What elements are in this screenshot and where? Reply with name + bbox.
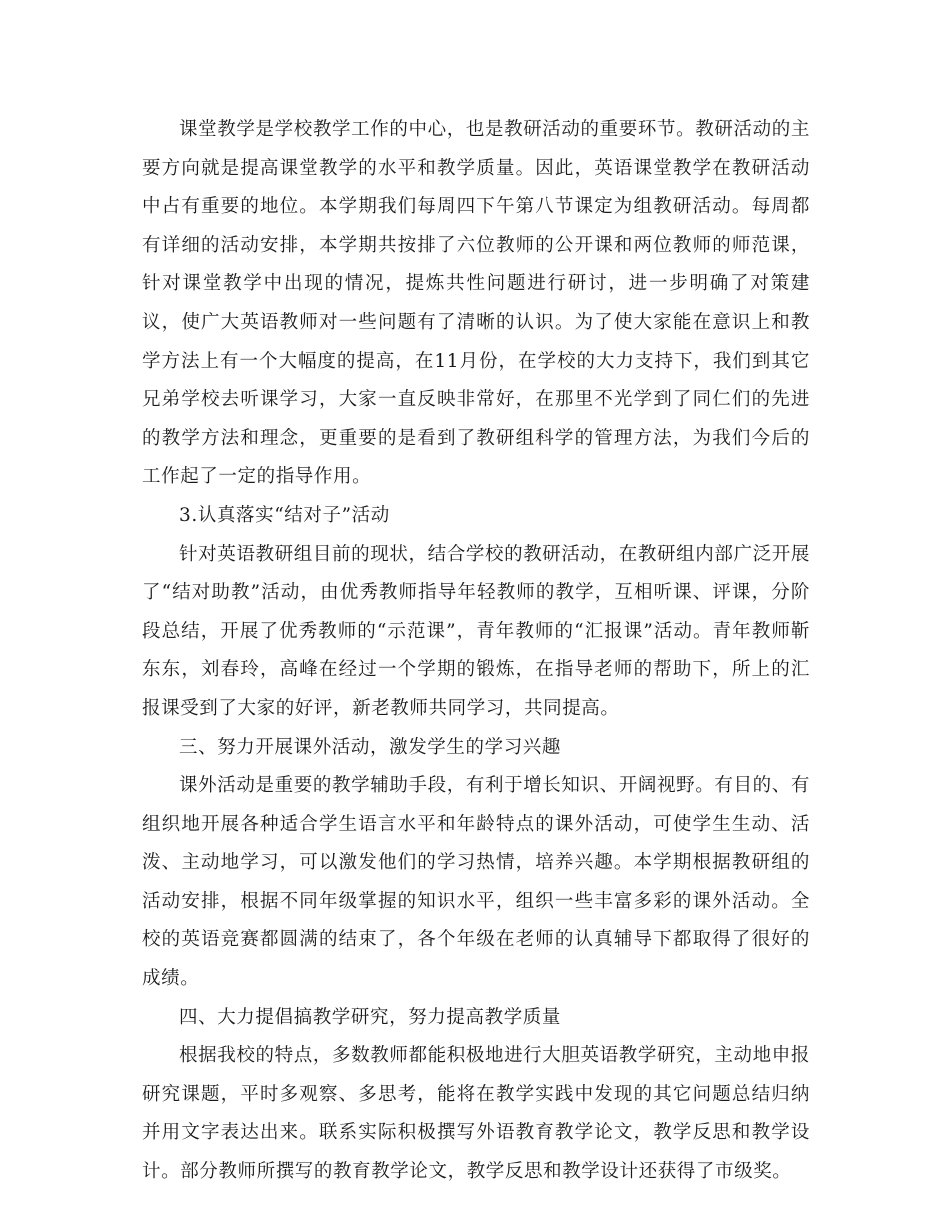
- paragraph-classroom-teaching: 课堂教学是学校教学工作的中心，也是教研活动的重要环节。教研活动的主要方向就是提高课堂教学的水平和教学质量。因此，英语课堂教学在教研活动中占有重要的地位。本学期我们每周四下午第八节课定为组教研活动。每周都有详细的活动安排，本学期共按排了六位教师的公开课和两位教师的师范课，针对课堂教学中出现的情况，提炼共性问题进行研讨，进一步明确了对策建议，使广大英语教师对一些问题有了清晰的认识。为了使大家能在意识上和教学方法上有一个大幅度的提高，在11月份，在学校的大力支持下，我们到其它兄弟学校去听课学习，大家一直反映非常好，在那里不光学到了同仁们的先进的教学方法和理念，更重要的是看到了教研组科学的管理方法，为我们今后的工作起了一定的指导作用。: [142, 119, 810, 488]
- paragraph-teaching-research: 根据我校的特点，多数教师都能积极地进行大胆英语教学研究，主动地申报研究课题，平时多观察、多思考，能将在教学实践中发现的其它问题总结归纳并用文字表达出来。联系实际积极撰写外语教育教学论文，教学反思和教学设计。部分教师所撰写的教育教学论文，教学反思和教学设计还获得了市级奖。: [142, 1045, 810, 1183]
- document-body: [142, 111, 810, 1192]
- heading-teaching-research: 四、大力提倡搞教学研究，努力提高教学质量: [179, 1006, 562, 1028]
- heading-pairing-activity: 3.认真落实“结对子”活动: [179, 504, 390, 526]
- paragraph-extracurricular: 课外活动是重要的教学辅助手段，有利于增长知识、开阔视野。有目的、有组织地开展各种适合学生语言水平和年龄特点的课外活动，可使学生生动、活泼、主动地学习，可以激发他们的学习热情，培养兴趣。本学期根据教研组的活动安排，根据不同年级掌握的知识水平，组织一些丰富多彩的课外活动。全校的英语竞赛都圆满的结束了，各个年级在老师的认真辅导下都取得了很好的成绩。: [142, 775, 810, 990]
- heading-extracurricular: 三、努力开展课外活动，激发学生的学习兴趣: [179, 736, 562, 758]
- paragraph-pairing-activity: 针对英语教研组目前的现状，结合学校的教研活动，在教研组内部广泛开展了“结对助教”活动，由优秀教师指导年轻教师的教学，互相听课、评课，分阶段总结，开展了优秀教师的“示范课”，青年教师的“汇报课”活动。青年教师靳东东，刘春玲，高峰在经过一个学期的锻炼，在指导老师的帮助下，所上的汇报课受到了大家的好评，新老教师共同学习，共同提高。: [142, 543, 810, 719]
